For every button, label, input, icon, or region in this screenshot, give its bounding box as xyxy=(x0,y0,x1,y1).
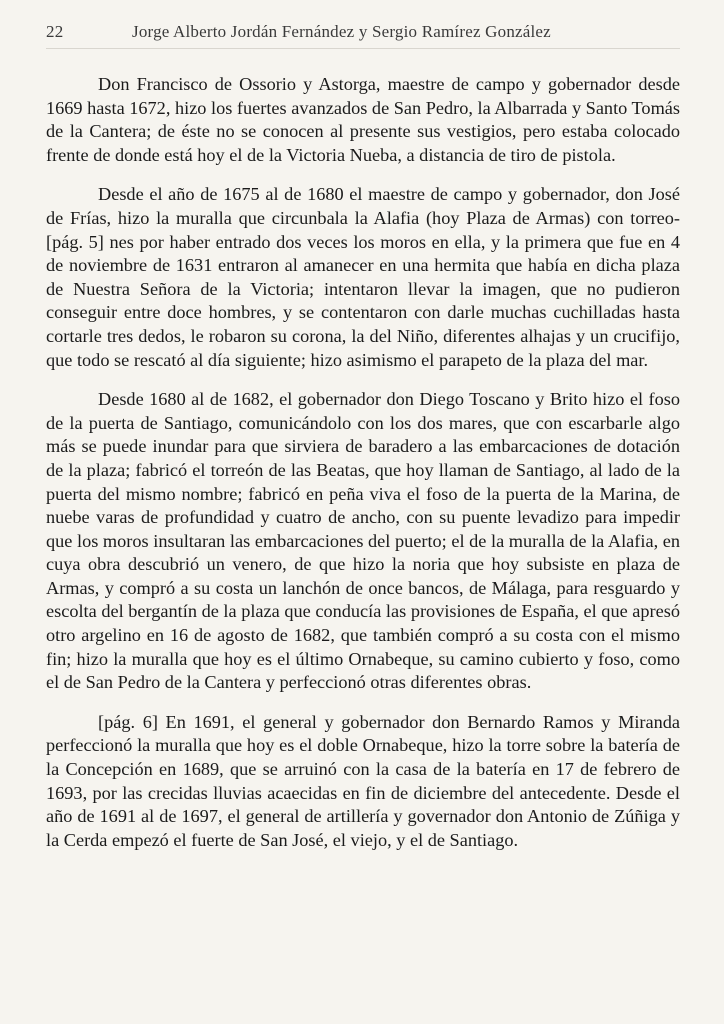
paragraph-frias: Desde el año de 1675 al de 1680 el maestre de campo y gobernador, don José de Frías, hizo la muralla que circunbala la Alafia (hoy Plaza de Armas) con torreo- [pág. 5] nes por haber entrado dos veces los moros en ella, y la primera que fue en 4 de noviembre de 1631 entraron al amanecer en una hermita que había en dicha plaza de Nuestra Señora de la Victoria; intentaron llevar la imagen, que no pudieron conseguir entre doce hombres, y se contentaron con darle muchas cuchilladas hasta cortarle tres dedos, le robaron su corona, la del Niño, diferentes alhajas y un crucifijo, que todo se rescató al día siguiente; hizo asimismo el parapeto de la plaza del mar. xyxy=(46,184,680,370)
running-header xyxy=(46,22,680,49)
body-text xyxy=(46,73,680,852)
page-number: 22 xyxy=(46,22,64,41)
running-title: Jorge Alberto Jordán Fernández y Sergio Ramírez González xyxy=(132,22,551,41)
paragraph-ramos: [pág. 6] En 1691, el general y gobernador don Bernardo Ramos y Miranda perfeccionó la muralla que hoy es el doble Ornabeque, hizo la torre sobre la batería de la Concepción en 1689, que se arruinó con la casa de la batería en 17 de febrero de 1693, por las crecidas lluvias acaecidas en fin de diciembre del antecedente. Desde el año de 1691 al de 1697, el general de artillería y governador don Antonio de Zúñiga y la Cerda empezó el fuerte de San José, el viejo, y el de Santiago. xyxy=(46,711,680,850)
paragraph-toscano: Desde 1680 al de 1682, el gobernador don Diego Toscano y Brito hizo el foso de la puerta de Santiago, comunicándolo con los dos mares, que con escarbarle algo más se puede inundar para que sirviera de baradero a las embarcaciones de dotación de la plaza; fabricó el torreón de las Beatas, que hoy llaman de Santiago, al lado de la puerta del mismo nombre; fabricó en peña viva el foso de la puerta de la Marina, de nuebe varas de profundidad y cuatro de ancho, con su puente levadizo para impedir que los moros insultaran las embarcaciones del puerto; el de la muralla de la Alafia, en cuya obra descubrió un venero, de que hizo la noria que hoy subsiste en plaza de Armas, y compró a su costa un lanchón de once bancos, de Málaga, para resguardo y escolta del bergantín de la plaza que conducía las provisiones de España, el que apresó otro argelino en 16 de agosto de 1682, que también compró a su costa con el mismo fin; hizo la muralla que hoy es el último Ornabeque, su camino cubierto y foso, como el de San Pedro de la Cantera y perfeccionó otras diferentes obras. xyxy=(46,389,680,693)
paragraph-ossorio: Don Francisco de Ossorio y Astorga, maestre de campo y gobernador desde 1669 hasta 1672, hizo los fuertes avanzados de San Pedro, la Albarrada y Santo Tomás de la Cantera; de éste no se conocen al presente sus vestigios, pero estaba colocado frente de donde está hoy el de la Victoria Nueba, a distancia de tiro de pistola. xyxy=(46,74,681,165)
